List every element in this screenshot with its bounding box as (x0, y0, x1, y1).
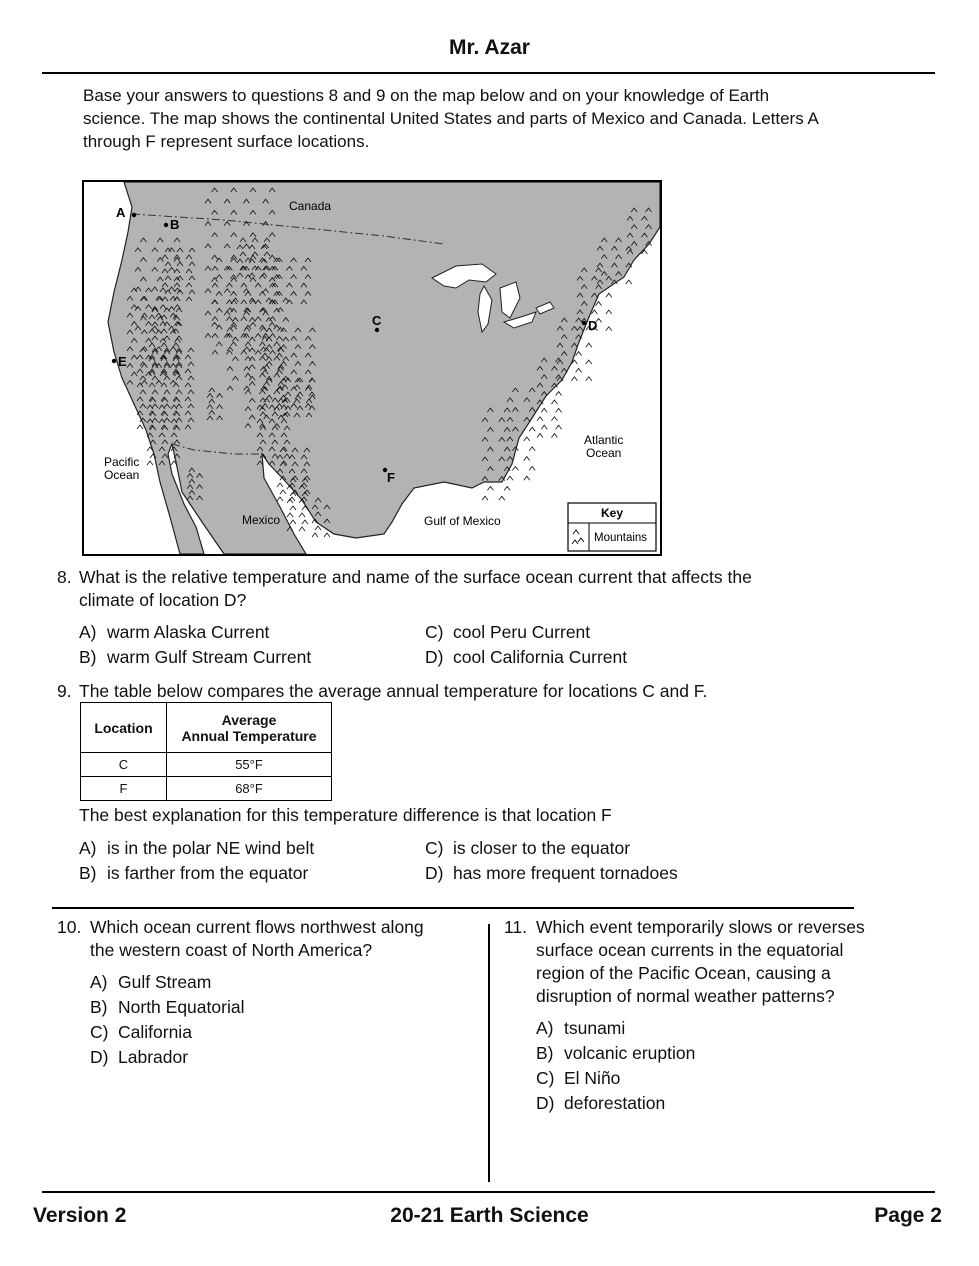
q11-option-d-text: deforestation (564, 1093, 666, 1113)
table-row (81, 777, 332, 801)
q11-option-d-letter: D) (536, 1093, 555, 1113)
temperature-table (80, 702, 332, 801)
q9-option-d-text: has more frequent tornadoes (453, 863, 678, 883)
q9-text: The table below compares the average annual temperature for locations C and F. (79, 681, 708, 701)
q10-option-c[interactable] (90, 1020, 192, 1045)
point-c-dot (375, 328, 379, 332)
label-canada: Canada (289, 199, 332, 213)
q10-option-d-letter: D) (90, 1047, 109, 1067)
q9-option-d-letter: D) (425, 863, 444, 883)
footer-version: Version 2 (33, 1204, 127, 1227)
point-a-dot (132, 213, 136, 217)
q8-number: 8. (57, 567, 72, 587)
q11-text-line4: disruption of normal weather patterns? (536, 986, 835, 1006)
q9-option-b-text: is farther from the equator (107, 863, 309, 883)
footer-course: 20-21 Earth Science (390, 1204, 589, 1227)
label-mexico: Mexico (242, 513, 281, 527)
q8-option-c-letter: C) (425, 622, 444, 642)
q8-option-d-letter: D) (425, 647, 444, 667)
q9-option-a[interactable] (79, 836, 314, 861)
q8-text-line2: climate of location D? (79, 590, 247, 610)
label-atlantic-2: Ocean (586, 446, 622, 460)
q8-option-b-letter: B) (79, 647, 97, 667)
table-cell-temp: 68°F (167, 777, 332, 801)
q11-option-c-letter: C) (536, 1068, 555, 1088)
point-e-label: E (118, 354, 127, 369)
q8-text-line1: What is the relative temperature and name of the surface ocean current that affects the (79, 567, 752, 587)
point-d-dot (582, 321, 586, 325)
q9-option-c[interactable] (425, 836, 630, 861)
intro-text: Base your answers to questions 8 and 9 on the map below and on your knowledge of Earth science. The map shows the continental United States and parts of Mexico and Canada. Letters A through F represent surface locations. (83, 86, 818, 151)
q11-option-b-text: volcanic eruption (564, 1043, 696, 1063)
table-cell-location: C (81, 753, 167, 777)
footer-divider (42, 1191, 935, 1193)
q10-option-a-text: Gulf Stream (118, 972, 212, 992)
table-header-temperature (167, 703, 332, 753)
q11-option-b[interactable] (536, 1041, 695, 1066)
q8-option-c[interactable] (425, 620, 590, 645)
key-mountains-label: Mountains (594, 532, 648, 544)
point-a-label: A (116, 205, 126, 220)
point-c-label: C (372, 313, 382, 328)
q11-option-c[interactable] (536, 1066, 620, 1091)
q9-option-c-letter: C) (425, 838, 444, 858)
q11-option-a-letter: A) (536, 1018, 554, 1038)
label-atlantic-1: Atlantic (584, 433, 624, 447)
q8-option-d-text: cool California Current (453, 647, 628, 667)
header-divider (42, 72, 935, 74)
label-pacific-2: Ocean (104, 468, 140, 482)
key-title: Key (600, 506, 624, 520)
footer-page-number: Page 2 (874, 1204, 942, 1227)
q9-option-c-text: is closer to the equator (453, 838, 631, 858)
q11-text-line3: region of the Pacific Ocean, causing a (536, 963, 831, 983)
label-gulf: Gulf of Mexico (424, 514, 501, 528)
us-map-svg (84, 182, 660, 554)
point-d-label: D (588, 318, 598, 333)
table-header-average: Average (221, 711, 277, 728)
q10-option-d[interactable] (90, 1045, 188, 1070)
q11-option-a-text: tsunami (564, 1018, 626, 1038)
q11-option-d[interactable] (536, 1091, 665, 1116)
table-header-location: Location (81, 703, 167, 753)
q8-option-b-text: warm Gulf Stream Current (107, 647, 312, 667)
point-b-label: B (170, 217, 180, 232)
q11-option-b-letter: B) (536, 1043, 554, 1063)
q9-option-b[interactable] (79, 861, 308, 886)
page-header-title: Mr. Azar (449, 36, 530, 59)
land-mass (108, 182, 660, 554)
q10-option-b-text: North Equatorial (118, 997, 245, 1017)
q10-text-line2: the western coast of North America? (90, 940, 373, 960)
table-row (81, 753, 332, 777)
q11-text-line1: Which event temporarily slows or reverses (536, 917, 865, 937)
q8-option-c-text: cool Peru Current (453, 622, 591, 642)
us-map (82, 180, 662, 556)
q8-option-a-letter: A) (79, 622, 97, 642)
q9-option-a-text: is in the polar NE wind belt (107, 838, 315, 858)
map-key (568, 503, 656, 551)
q10-option-b[interactable] (90, 995, 244, 1020)
q9-option-b-letter: B) (79, 863, 97, 883)
q10-option-d-text: Labrador (118, 1047, 189, 1067)
column-divider (488, 924, 490, 1182)
q9-follow-text: The best explanation for this temperature difference is that location F (79, 805, 612, 825)
table-cell-temp: 55°F (167, 753, 332, 777)
table-header-annual: Annual Temperature (181, 727, 317, 744)
q10-number: 10. (57, 917, 82, 937)
q8-option-a-text: warm Alaska Current (107, 622, 270, 642)
q9-option-d[interactable] (425, 861, 678, 886)
q8-option-b[interactable] (79, 645, 311, 670)
point-b-dot (164, 223, 168, 227)
q10-text-line1: Which ocean current flows northwest along (90, 917, 424, 937)
q10-option-a[interactable] (90, 970, 211, 995)
q9-number: 9. (57, 681, 72, 701)
q9-option-a-letter: A) (79, 838, 97, 858)
q11-option-a[interactable] (536, 1016, 625, 1041)
q10-option-b-letter: B) (90, 997, 108, 1017)
label-pacific-1: Pacific (104, 455, 140, 469)
point-e-dot (112, 359, 116, 363)
q11-number: 11. (504, 917, 528, 937)
section-divider (52, 907, 854, 909)
q10-option-a-letter: A) (90, 972, 108, 992)
q8-option-a[interactable] (79, 620, 269, 645)
point-f-label: F (387, 470, 395, 485)
q10-option-c-text: California (118, 1022, 192, 1042)
q8-option-d[interactable] (425, 645, 627, 670)
q11-text-line2: surface ocean currents in the equatorial (536, 940, 844, 960)
table-cell-location: F (81, 777, 167, 801)
q10-option-c-letter: C) (90, 1022, 109, 1042)
q11-option-c-text: El Niño (564, 1068, 621, 1088)
